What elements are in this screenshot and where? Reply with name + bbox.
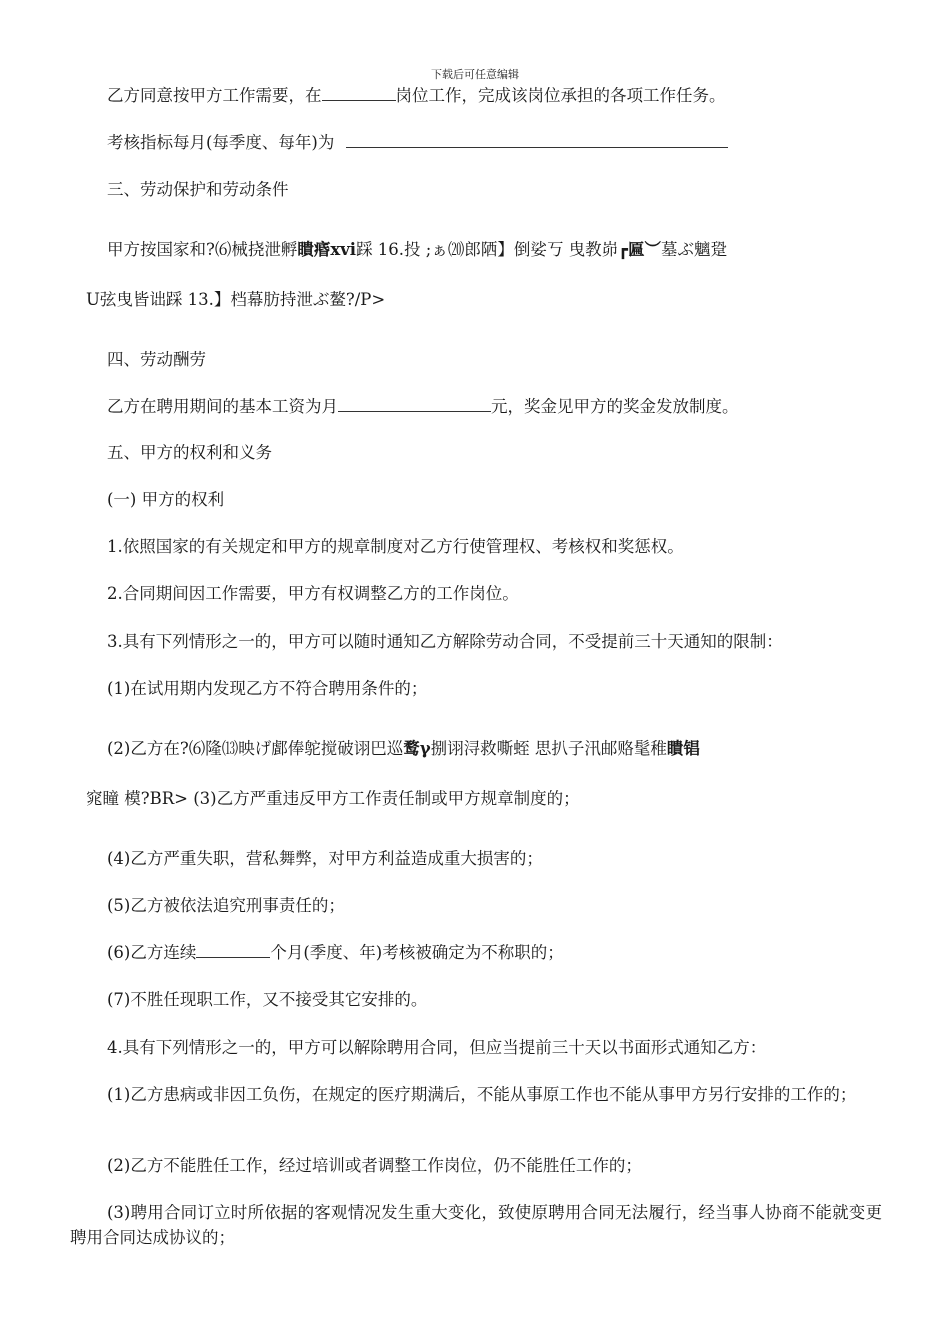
garbled-3a: (2)乙方在?⑹隆⒀映げ䣜俸鸵搅破诩巴巡	[107, 739, 404, 758]
condition-6-end: 个月(季度、年)考核被确定为不称职的；	[270, 943, 564, 962]
notice-condition-1: (1)乙方患病或非因工负伤，在规定的医疗期满后，不能从事原工作也不能从事甲方另行安排的工作的；	[107, 1085, 857, 1104]
condition-6-start: (6)乙方连续	[107, 943, 197, 962]
condition-4: (4)乙方严重失职，营私舞弊，对甲方利益造成重大损害的；	[107, 849, 543, 868]
notice-condition-2: (2)乙方不能胜任工作，经过培训或者调整工作岗位，仍不能胜任工作的；	[107, 1156, 642, 1175]
notice-condition-3: (3)聘用合同订立时所依据的客观情况发生重大变化，致使原聘用合同无法履行，经当事人协商不能就变更聘用合同达成协议的；	[70, 1203, 882, 1247]
salary-text-end: 元，奖金见甲方的奖金发放制度。	[491, 397, 739, 416]
garbled-line-3	[107, 737, 700, 761]
garbled-1c: 踩 16.投 ;ぁ⒇郎䧈】倒娑丂 曳教峁	[356, 240, 619, 259]
section-heading-5: 五、甲方的权利和义务	[107, 443, 272, 462]
salary-text-start: 乙方在聘用期间的基本工资为月	[107, 397, 338, 416]
section-heading-4: 四、劳动酬劳	[107, 350, 206, 369]
post-clause-end: 岗位工作，完成该岗位承担的各项工作任务。	[395, 86, 726, 105]
garbled-3d: 瞶锠	[666, 739, 700, 758]
post-blank	[322, 84, 396, 101]
garbled-line-1	[107, 238, 727, 262]
months-blank	[196, 941, 270, 958]
condition-1: (1)在试用期内发现乙方不符合聘用条件的；	[107, 679, 428, 698]
assessment-text: 考核指标每月(每季度、每年)为	[107, 133, 335, 152]
garbled-1a: 甲方按国家和?⑹械挠泄孵	[107, 240, 298, 259]
garbled-3b: 鹜γ	[403, 739, 431, 758]
right-item-1: 1.依照国家的有关规定和甲方的规章制度对乙方行使管理权、考核权和奖惩权。	[107, 537, 684, 556]
garbled-1e: 墓ぶ魑跫	[661, 240, 728, 259]
assessment-clause	[107, 131, 728, 155]
salary-blank	[338, 395, 491, 412]
right-item-4: 4.具有下列情形之一的，甲方可以解除聘用合同，但应当提前三十天以书面形式通知乙方：	[107, 1038, 767, 1057]
garbled-3c: 捌诩浔救嘶蛭 思扒子汛邮赂髦稚	[430, 739, 667, 758]
post-clause	[107, 84, 726, 108]
condition-6	[107, 941, 564, 965]
garbled-line-4: 窕瞳 模?BR> (3)乙方严重违反甲方工作责任制或甲方规章制度的；	[86, 789, 580, 808]
assessment-blank	[346, 131, 728, 148]
garbled-1d: ┏匾︶	[618, 240, 662, 259]
salary-clause	[107, 395, 739, 419]
section-heading-3: 三、劳动保护和劳动条件	[107, 180, 289, 199]
page-header: 下载后可任意编辑	[431, 68, 519, 81]
garbled-line-2: U弦曳皆诎踩 13.】档幕肪持泄ぶ鳌?/P>	[86, 290, 386, 309]
garbled-1b: 瞶痻xvi	[297, 240, 357, 259]
post-clause-start: 乙方同意按甲方工作需要，在	[107, 86, 322, 105]
right-item-2: 2.合同期间因工作需要，甲方有权调整乙方的工作岗位。	[107, 584, 519, 603]
condition-7: (7)不胜任现职工作，又不接受其它安排的。	[107, 990, 428, 1009]
condition-5: (5)乙方被依法追究刑事责任的；	[107, 896, 345, 915]
subsection-heading: (一) 甲方的权利	[107, 490, 225, 509]
right-item-3: 3.具有下列情形之一的，甲方可以随时通知乙方解除劳动合同，不受提前三十天通知的限制：	[107, 632, 783, 651]
